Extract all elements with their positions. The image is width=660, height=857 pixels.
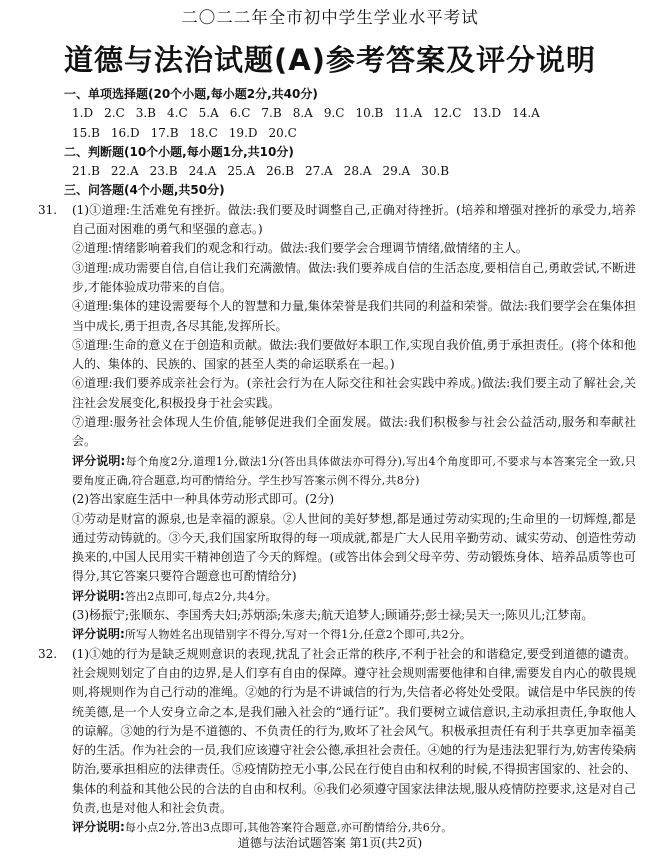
answer-item: 14.A (512, 106, 540, 121)
q31-point: (1)①道理:生活难免有挫折。做法:我们要及时调整自己,正确对待挫折。(培养和增强对挫折的承受力,培养自己面对困难的勇气和坚强的意志。) (72, 202, 636, 237)
question-32-number: 32. (38, 646, 58, 661)
q31-point: ⑥道理:我们要养成亲社会行为。(亲社会行为在人际交往和社会实践中养成。)做法:我们要主动了解社会,关注社会发展变化,积极投身于社会实践。 (72, 376, 636, 410)
answer-item: 7.B (261, 106, 282, 121)
main-title: 道德与法治试题(A)参考答案及评分说明 (64, 43, 596, 77)
answer-item: 4.C (167, 106, 188, 121)
q31-scoring-note-2 (72, 587, 636, 606)
question-31-part1 (72, 201, 636, 452)
answer-item: 26.B (266, 164, 294, 179)
answer-item: 27.A (304, 164, 333, 179)
section3-heading: 三、问答题(4个小题,共50分) (64, 183, 225, 198)
answer-item: 16.D (110, 125, 140, 140)
answer-item: 19.D (228, 125, 258, 140)
answer-item: 6.C (229, 106, 251, 121)
answer-content (38, 85, 636, 838)
answer-item: 9.C (323, 106, 345, 121)
page-footer: 道德与法治试题答案 第1页(共2页) (237, 836, 423, 850)
q31-point: ⑦道理:服务社会体现人生价值,能够促进我们全面发展。做法:我们积极参与社会公益活动,服务和奉献社会。 (72, 415, 636, 449)
scoring-label: 评分说明: (72, 627, 125, 642)
answer-item: 29.A (382, 164, 411, 179)
answer-item: 2.C (104, 106, 125, 121)
scoring-text: 答出2点即可,每点2分,共4分。 (124, 589, 278, 603)
section2-answers (72, 162, 636, 181)
answer-item: 1.D (72, 106, 94, 121)
scoring-text: 每个角度2分,道理1分,做法1分(答出具体做法亦可得分),写出4个角度即可,不要求与本答案完全一致,只要角度正确,符合题意,均可酌情给分。学生抄写答案示例不得分,共8分) (72, 454, 636, 487)
question-31 (38, 201, 636, 645)
answer-item: 25.A (227, 164, 256, 179)
question-32 (38, 645, 636, 838)
q31-part2-text: ①劳动是财富的源泉,也是幸福的源泉。②人世间的美好梦想,都是通过劳动实现的;生命里的一切辉煌,都是通过劳动铸就的。③今天,我们国家所取得的每一项成就,都是广大人民用辛勤劳动、诚实劳动、创造性劳动换来的,中国人民用实干精神创造了今天的辉煌。(或答出体会到父母辛劳、劳动锻炼身体、培养品质等也可得分,其它答案只要符合题意也可酌情给分) (72, 511, 636, 584)
q31-point: ⑤道理:生命的意义在于创造和贡献。做法:我们要做好本职工作,实现自我价值,勇于承担责任。(将个体和他人的、集体的、民族的、国家的甚至人类的命运联系在一起。) (72, 337, 636, 372)
answer-item: 15.B (72, 125, 100, 140)
scoring-label: 评分说明: (72, 820, 125, 835)
q31-scoring-note-1 (72, 452, 636, 491)
answer-item: 8.A (292, 106, 313, 121)
q32-text: (1)①她的行为是缺乏规则意识的表现,扰乱了社会正常的秩序,不利于社会的和谐稳定,要受到道德的谴责。社会规则划定了自由的边界,是人们享有自由的保障。遵守社会规则需要他律和自律,需要发自内心的敬畏规则,将规则作为自己行动的准绳。②她的行为是不讲诚信的行为,失信者必将处处受限。诚信是中华民族的传统美德,是一个人安身立命之本,是我们融入社会的“通行证”。我们要树立诚信意识,主动承担责任,争取他人的谅解。③她的行为是不道德的、不负责任的行为,败坏了社会风气。积极承担责任有利于共享更加幸福美好的生活。作为社会的一员,我们应该遵守社会公德,承担社会责任。④她的行为是违法犯罪行为,妨害传染病防治,要承担相应的法律责任。⑤疫情防控无小事,公民在行使自由和权利的时候,不得损害国家的、社会的、集体的利益和其他公民的合法的自由和权利。⑥我们必须遵守国家法律法规,服从疫情防控要求,这是对自己负责,也是对他人和社会负责。 (72, 646, 636, 815)
q31-point: ②道理:情绪影响着我们的观念和行动。做法:我们要学会合理调节情绪,做情绪的主人。 (72, 241, 528, 256)
answer-item: 5.A (198, 106, 219, 121)
answer-item: 21.B (72, 164, 100, 179)
exam-title: 二〇二二年全市初中学生学业水平考试 (181, 8, 479, 27)
scoring-text: 所写人物姓名出现错别字不得分,写对一个得1分,任意2个即可,共2分。 (124, 628, 472, 642)
answer-item: 10.B (355, 106, 384, 121)
q31-part3-text: (3)杨振宁;张顺东、李国秀夫妇;苏炳添;朱彦夫;航天追梦人;顾诵芬;彭士禄;吴天一;陈贝儿;江梦南。 (72, 608, 594, 623)
section1-heading: 一、单项选择题(20个小题,每小题2分,共40分) (64, 87, 318, 101)
answer-item: 28.A (343, 164, 372, 179)
answer-item: 17.B (150, 125, 179, 140)
answer-item: 13.D (472, 106, 502, 121)
q31-point: ③道理:成功需要自信,自信让我们充满激情。做法:我们要养成自信的生活态度,要相信自己,勇敢尝试,不断进步,才能体验成功带来的自信。 (72, 260, 636, 294)
answer-item: 20.C (268, 125, 297, 140)
answer-item: 22.A (110, 164, 139, 179)
q31-scoring-note-3 (72, 625, 636, 644)
answer-item: 3.B (135, 106, 156, 121)
answer-item: 30.B (421, 164, 450, 179)
q31-point: ④道理:集体的建设需要每个人的智慧和力量,集体荣誉是我们共同的利益和荣誉。做法:我们要学会在集体担当中成长,勇于担责,各尽其能,发挥所长。 (72, 299, 636, 333)
scoring-text: 每小点2分,答出3点即可,其他答案符合题意,亦可酌情给分,共6分。 (124, 821, 453, 835)
answer-item: 24.A (188, 164, 217, 179)
section2-heading: 二、判断题(10个小题,每小题1分,共10分) (64, 144, 294, 159)
answer-item: 23.B (149, 164, 178, 179)
scoring-label: 评分说明: (72, 588, 125, 603)
section1-answers-row2 (72, 124, 636, 143)
answer-item: 11.A (394, 106, 423, 121)
section1-answers-row1 (72, 104, 636, 123)
answer-item: 12.C (433, 106, 462, 121)
answer-item: 18.C (189, 125, 218, 140)
question-31-number: 31. (38, 202, 58, 217)
q31-part2-intro: (2)答出家庭生活中一种具体劳动形式即可。(2分) (72, 492, 334, 507)
scoring-label: 评分说明: (72, 453, 126, 468)
